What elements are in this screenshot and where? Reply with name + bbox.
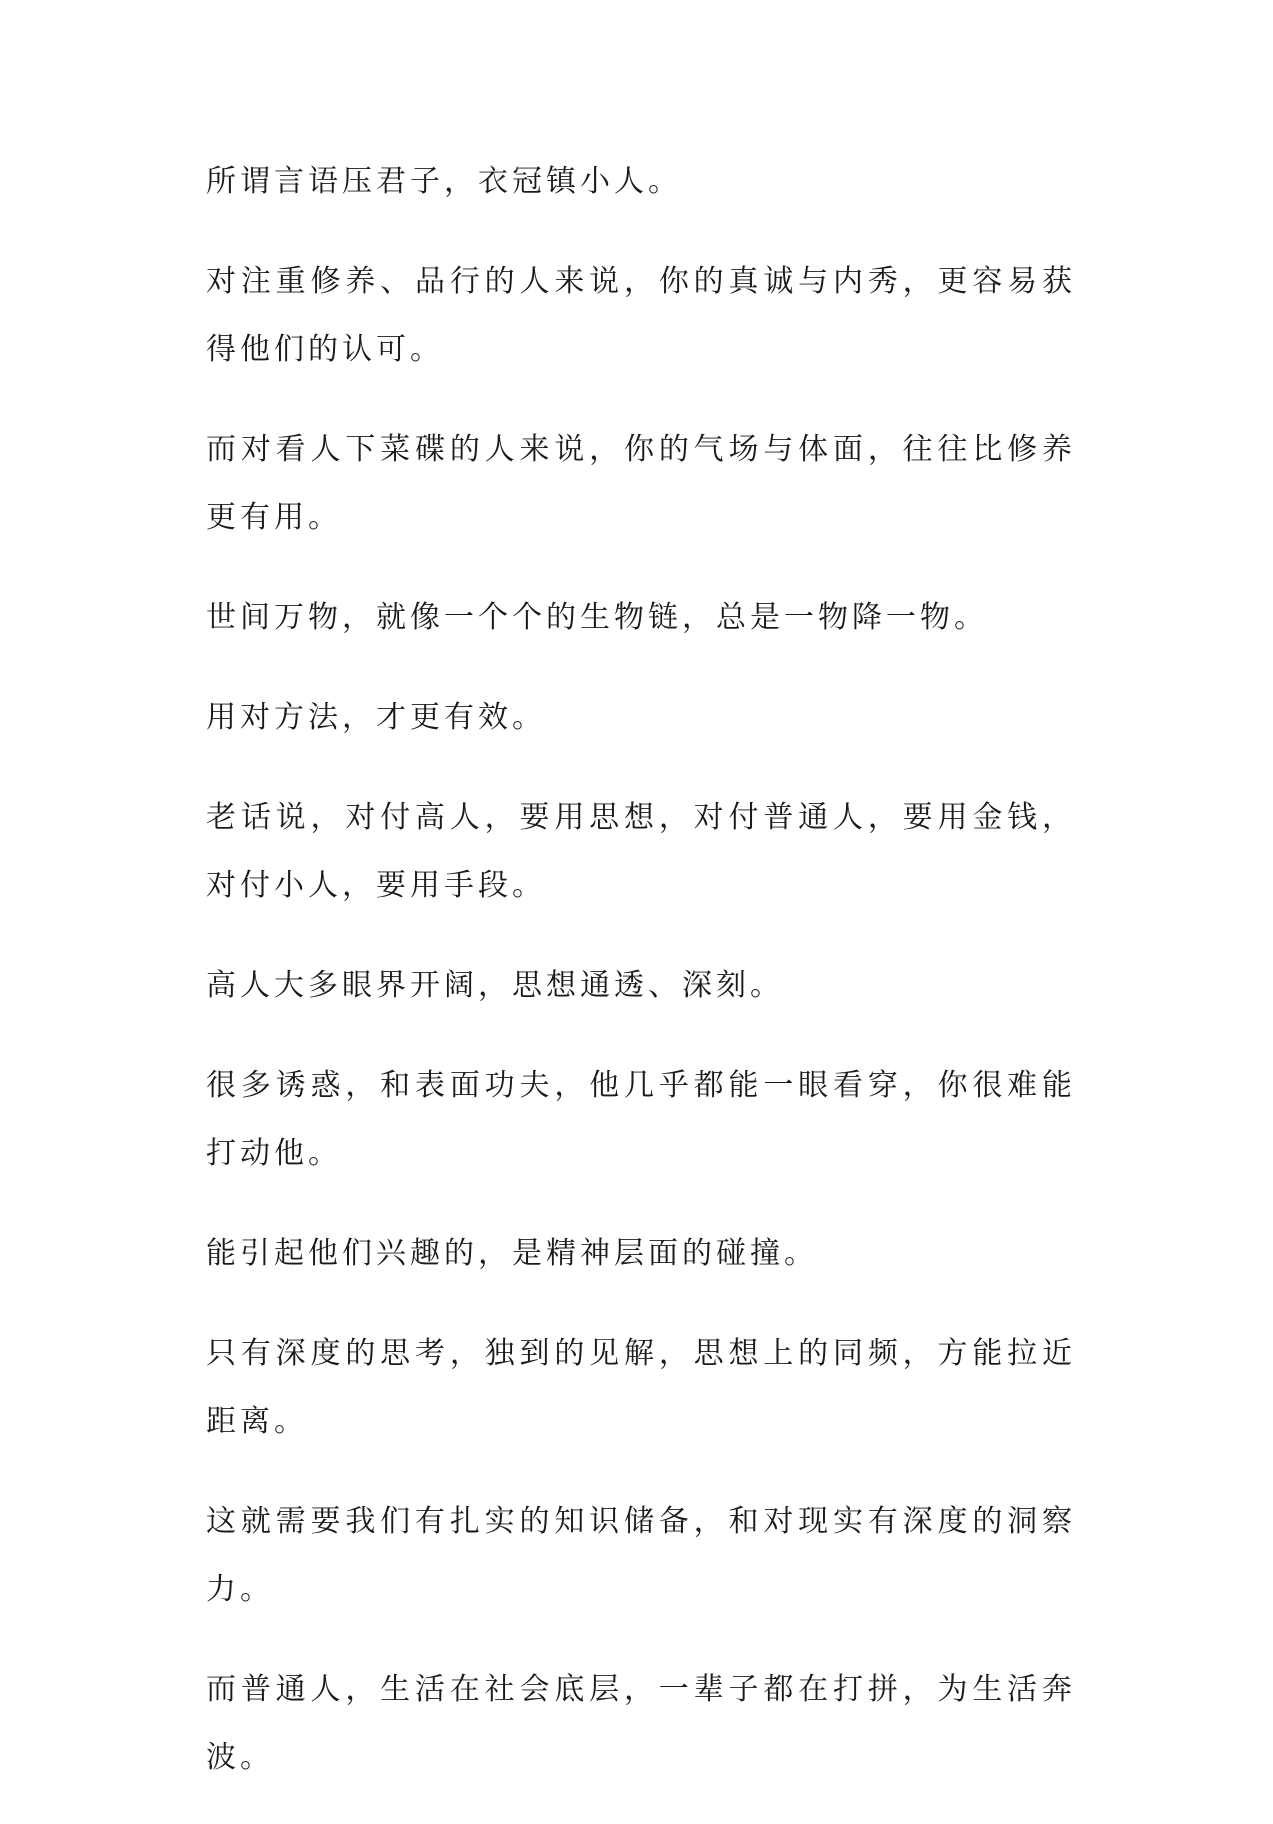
paragraph-2: 对注重修养、品行的人来说，你的真诚与内秀，更容易获得他们的认可。 bbox=[206, 264, 1076, 367]
paragraph-1: 所谓言语压君子，衣冠镇小人。 bbox=[206, 164, 682, 199]
paragraph-10: 只有深度的思考，独到的见解，思想上的同频，方能拉近距离。 bbox=[206, 1336, 1076, 1439]
paragraph-9: 能引起他们兴趣的，是精神层面的碰撞。 bbox=[206, 1236, 818, 1271]
paragraph-8: 很多诱惑，和表面功夫，他几乎都能一眼看穿，你很难能打动他。 bbox=[206, 1068, 1076, 1171]
paragraph-3: 而对看人下菜碟的人来说，你的气场与体面，往往比修养更有用。 bbox=[206, 432, 1076, 535]
paragraph-6: 老话说，对付高人，要用思想，对付普通人，要用金钱，对付小人，要用手段。 bbox=[206, 800, 1076, 903]
paragraph-11: 这就需要我们有扎实的知识储备，和对现实有深度的洞察力。 bbox=[206, 1504, 1076, 1607]
paragraph-4: 世间万物，就像一个个的生物链，总是一物降一物。 bbox=[206, 600, 988, 635]
paragraph-7: 高人大多眼界开阔，思想通透、深刻。 bbox=[206, 968, 784, 1003]
paragraph-12: 而普通人，生活在社会底层，一辈子都在打拼，为生活奔波。 bbox=[206, 1672, 1076, 1775]
paragraph-5: 用对方法，才更有效。 bbox=[206, 700, 546, 735]
document-body bbox=[206, 148, 1076, 1824]
